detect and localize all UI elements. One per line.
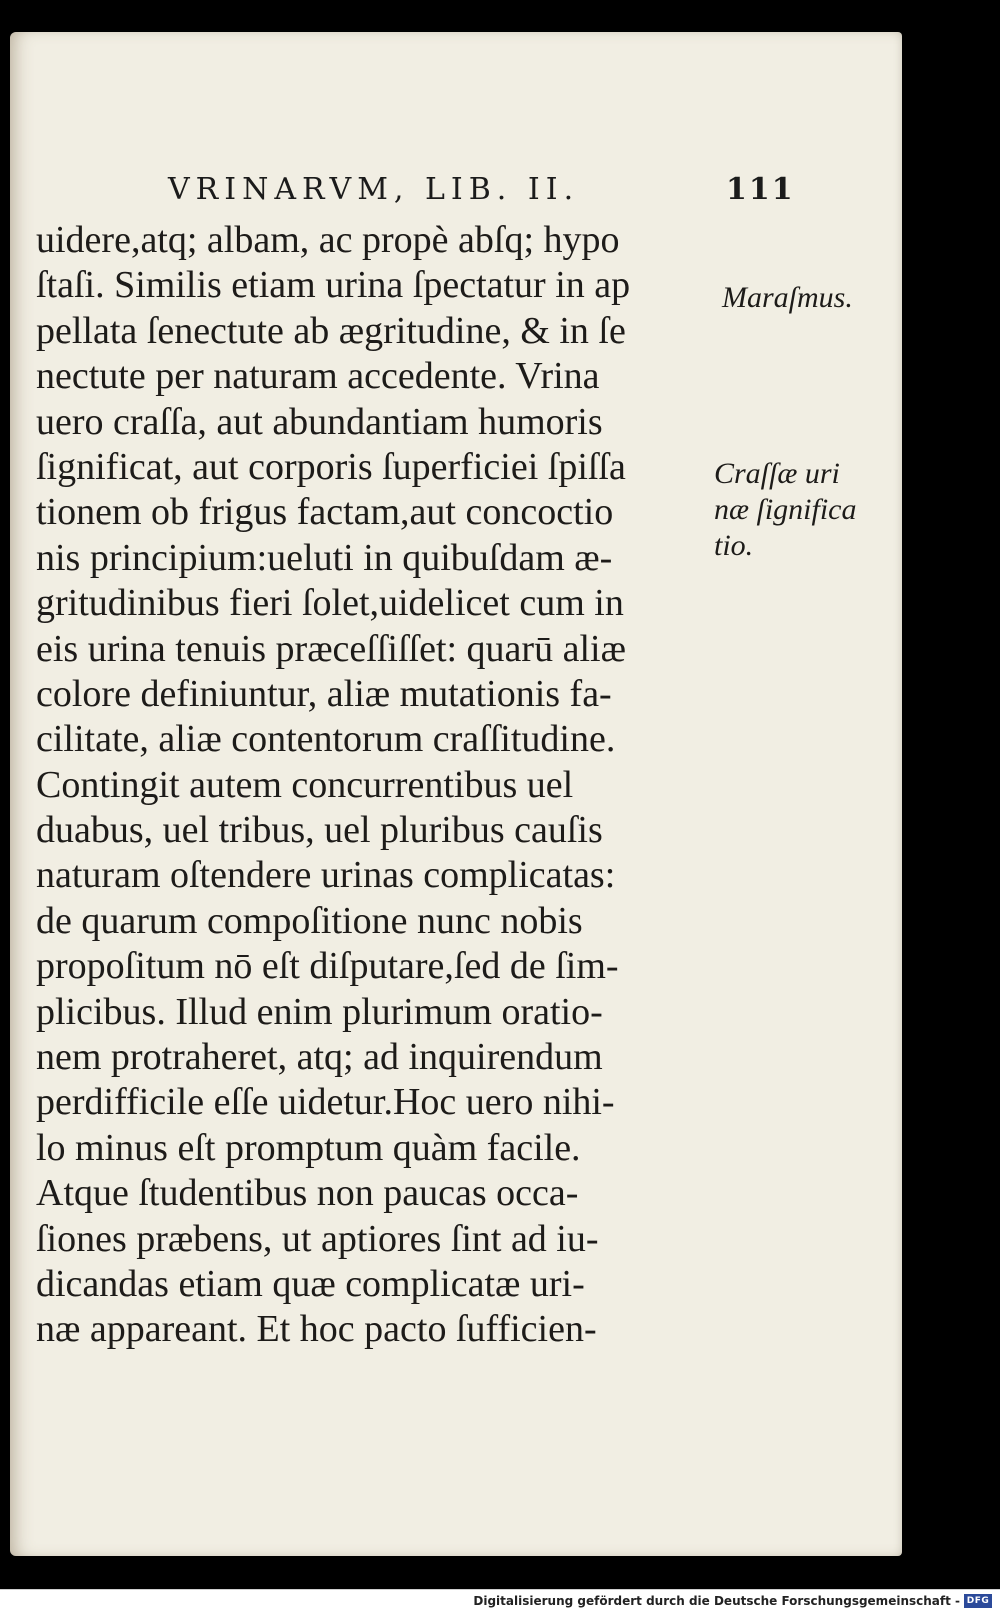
text-line: uero craſſa, aut abundantiam humoris	[36, 400, 603, 443]
text-line: lo minus eſt promptum quàm facile.	[36, 1126, 581, 1169]
text-line: perdifficile eſſe uidetur.Hoc uero nihi-	[36, 1081, 615, 1124]
dfg-logo-icon: DFG	[964, 1594, 992, 1608]
text-line: ſiones præbens, ut aptiores ſint ad iu-	[36, 1217, 599, 1260]
text-line: naturam oſtendere urinas complicatas:	[36, 854, 616, 897]
text-line: tionem ob frigus factam,aut concoctio	[36, 491, 614, 534]
text-line: plicibus. Illud enim plurimum oratio-	[36, 990, 603, 1033]
text-line: cilitate, aliæ contentorum craſſitudine.	[36, 718, 616, 761]
margin-note-line: Maraſmus.	[722, 281, 853, 314]
text-line: nem protraheret, atq; ad inquirendum	[36, 1036, 603, 1079]
body-text	[36, 218, 716, 1353]
text-line: duabus, uel tribus, uel pluribus cauſis	[36, 809, 603, 852]
funding-credit: Digitalisierung gefördert durch die Deutsche Forschungsgemeinschaft -	[473, 1594, 960, 1608]
text-line: pellata ſenectute ab ægritudine, & in ſe	[36, 309, 626, 352]
text-line: Contingit autem concurrentibus uel	[36, 763, 574, 806]
text-line: ſignificat, aut corporis ſuperficiei ſpiſſa	[36, 445, 626, 488]
text-line: nectute per naturam accedente. Vrina	[36, 355, 600, 398]
digitization-footer	[0, 1589, 1000, 1612]
text-line: propoſitum nō eſt diſputare,ſed de ſim-	[36, 945, 619, 988]
book-page	[10, 32, 902, 1556]
margin-note-crassae-urinae	[714, 456, 857, 564]
margin-note-line: Craſſæ uri	[714, 457, 840, 490]
text-line: de quarum compoſitione nunc nobis	[36, 899, 583, 942]
page-number: 111	[726, 172, 795, 207]
text-line: næ appareant. Et hoc pacto ſufficien-	[36, 1308, 597, 1351]
text-line: gritudinibus fieri ſolet,uidelicet cum in	[36, 582, 624, 625]
text-line: uidere,atq; albam, ac propè abſq; hypo	[36, 219, 620, 261]
text-line: eis urina tenuis præceſſiſſet: quarū aliæ	[36, 627, 626, 670]
text-line: colore definiuntur, aliæ mutationis fa-	[36, 672, 612, 715]
margin-note-marasmus	[722, 280, 853, 316]
margin-note-line: næ ſignifica	[714, 493, 857, 526]
text-line: ſtaſi. Similis etiam urina ſpectatur in ap	[36, 264, 631, 307]
margin-note-line: tio.	[714, 529, 754, 562]
text-line: dicandas etiam quæ complicatæ uri-	[36, 1262, 585, 1305]
text-line: nis principium:ueluti in quibuſdam æ-	[36, 536, 613, 579]
text-line: Atque ſtudentibus non paucas occa-	[36, 1172, 579, 1215]
running-head: VRINARVM, LIB. II.	[168, 172, 580, 207]
